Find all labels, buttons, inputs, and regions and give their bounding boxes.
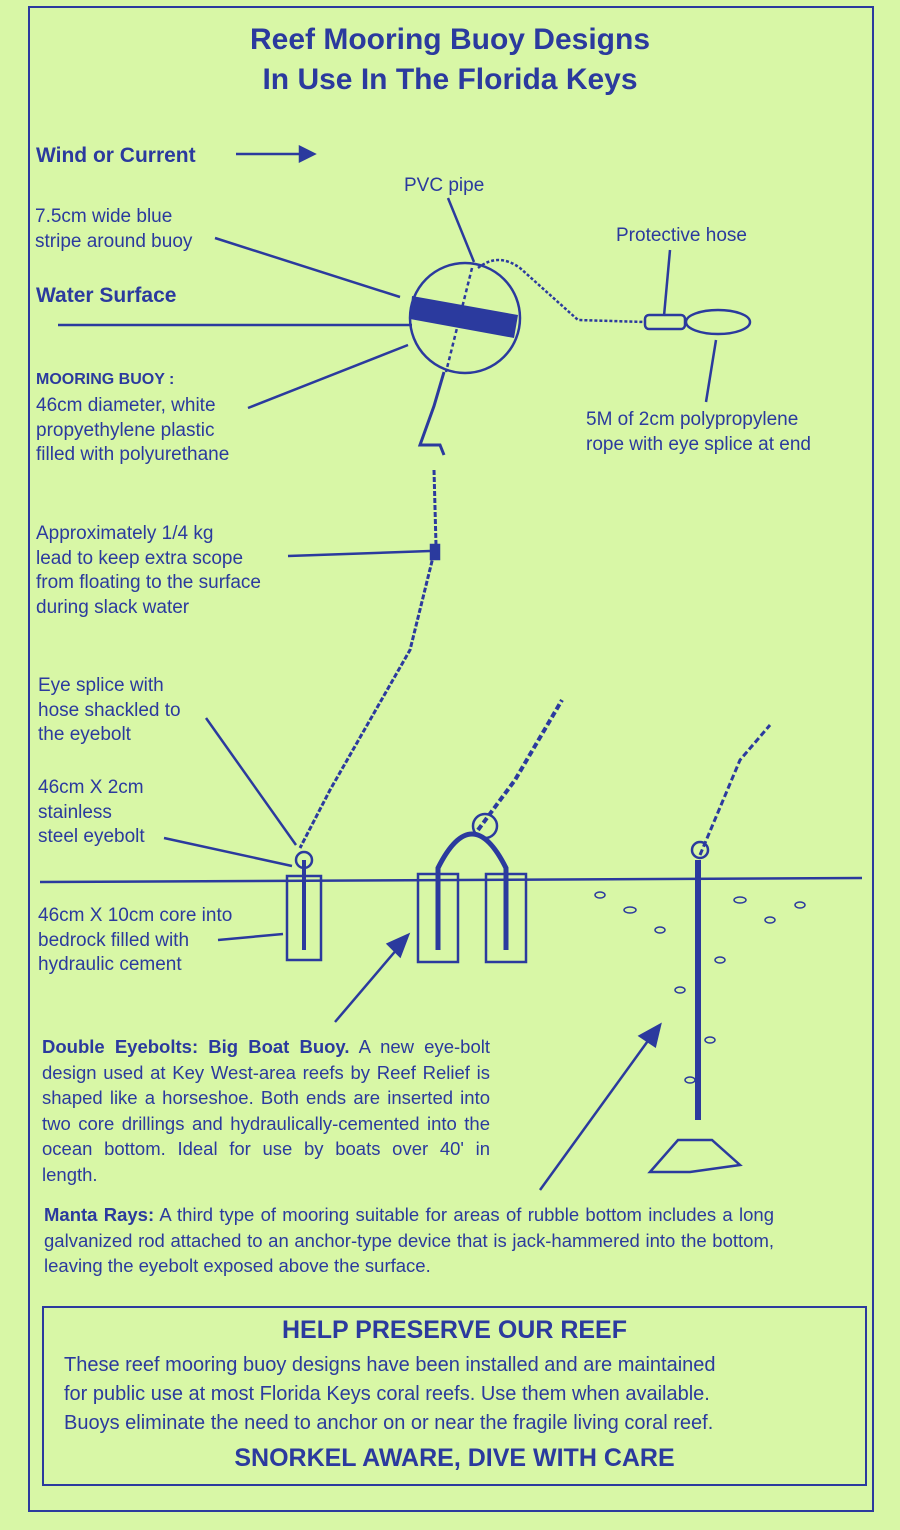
water-surface-label: Water Surface [36,284,177,307]
seafloor-line [40,878,862,882]
hose-label: Protective hose [616,225,747,246]
lead-label: Approximately 1/4 kg lead to keep extra scope from floating to the surface during slack water [36,523,261,619]
double-eyebolt-heading: Double Eyebolts: Big Boat Buoy. [42,1036,350,1057]
buoy-rope-loop [420,372,444,455]
preserve-reef-box [42,1306,867,1486]
manta-paragraph [44,1202,774,1279]
manta-eye [692,842,708,858]
eye-splice-pointer [206,718,296,845]
double-eyebolt-text: A new eye-bolt design used at Key West-area reefs by Reef Relief is shaped like a horseshoe. Both ends are inserted into two core drillings and hydraulically-cemented into the ocean bottom. Ideal for use by boats over 40' in length. [42,1036,490,1185]
lead-pointer [288,551,430,556]
manta-text: A third type of mooring suitable for areas of rubble bottom includes a long galvanized rod attached to an anchor-type device that is jack-hammered into the bottom, leaving the eyebolt exposed above the surface. [44,1204,774,1277]
pvc-pointer [448,198,474,262]
lead-weight [431,545,439,559]
wind-arrow-head [300,147,314,161]
wind-label: Wind or Current [36,144,196,167]
double-arrow [335,948,398,1022]
double-arrow-head [388,935,408,956]
title-line-1: Reef Mooring Buoy Designs [249,23,651,56]
box-title: HELP PRESERVE OUR REEF [282,1316,627,1344]
buoy-pointer [248,345,408,408]
double-eyebolt-paragraph [42,1034,490,1187]
rope-eye-splice [686,310,750,334]
eye-splice-label: Eye splice with hose shackled to the eyebolt [38,675,181,746]
mooring-rope [300,470,436,848]
rope-label: 5M of 2cm polypropylene rope with eye splice at end [586,409,811,455]
box-body: These reef mooring buoy designs have been installed and are maintained for public use at most Florida Keys coral reefs. Use them when available. Buoys eliminate the need to anchor on or near the fragile living coral reef. [64,1354,716,1434]
core-label: 46cm X 10cm core into bedrock filled with hydraulic cement [38,905,233,976]
stripe-label: 7.5cm wide blue stripe around buoy [35,206,193,252]
stripe-pointer [215,238,400,297]
double-rope [478,700,562,830]
hose-pointer [664,250,670,316]
pvc-label: PVC pipe [404,175,485,196]
manta-heading: Manta Rays: [44,1204,155,1225]
manta-arrow-head [640,1025,660,1046]
manta-anchor [650,1140,740,1172]
manta-arrow [540,1038,650,1190]
horseshoe-eyebolt [438,834,506,950]
title-line-2: In Use In The Florida Keys [262,63,638,96]
box-footer: SNORKEL AWARE, DIVE WITH CARE [234,1444,675,1472]
eyebolt-pointer [164,838,292,866]
eyebolt-label: 46cm X 2cm stainless steel eyebolt [38,777,145,848]
rope-pointer [706,340,716,402]
manta-rope [700,725,770,855]
protective-hose [645,315,685,329]
core-pointer [218,934,283,940]
mooring-buoy-text: 46cm diameter, white propyethylene plastic filled with polyurethane [36,395,230,466]
mooring-buoy-heading: MOORING BUOY : [36,371,175,388]
